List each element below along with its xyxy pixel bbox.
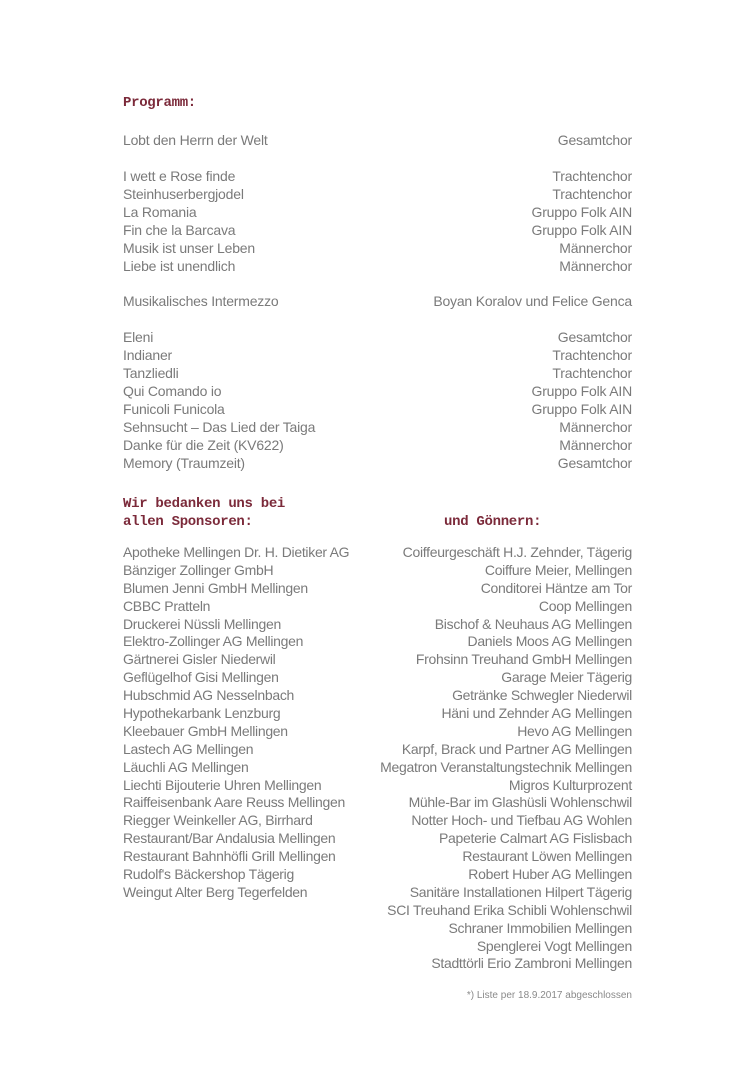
program-row bbox=[123, 400, 632, 418]
program-title: Programm: bbox=[123, 95, 196, 111]
patron-item: Karpf, Brack und Partner AG Mellingen bbox=[401, 740, 632, 757]
patron-item: Migros Kulturprozent bbox=[508, 776, 632, 793]
program-group bbox=[123, 131, 632, 149]
patron-item: Schraner Immobilien Mellingen bbox=[448, 919, 632, 936]
sponsor-list bbox=[123, 544, 349, 902]
program-row bbox=[123, 364, 632, 382]
patron-item: Conditorei Häntze am Tor bbox=[480, 579, 632, 596]
performer: Gruppo Folk AIN bbox=[531, 383, 632, 399]
patron-item: Hevo AG Mellingen bbox=[517, 722, 632, 739]
sponsor-item: Liechti Bijouterie Uhren Mellingen bbox=[123, 776, 322, 793]
program-row bbox=[123, 203, 632, 221]
performer: Männerchor bbox=[559, 240, 632, 256]
program-row bbox=[123, 221, 632, 239]
song-title: Sehnsucht – Das Lied der Taiga bbox=[123, 419, 316, 435]
performer: Gesamtchor bbox=[557, 329, 632, 345]
program-row bbox=[123, 257, 632, 275]
patron-item: Getränke Schwegler Niederwil bbox=[452, 687, 632, 704]
song-title: Lobt den Herrn der Welt bbox=[123, 132, 268, 148]
performer: Trachtenchor bbox=[552, 365, 632, 381]
performer: Trachtenchor bbox=[552, 347, 632, 363]
sponsor-item: Riegger Weinkeller AG, Birrhard bbox=[123, 812, 313, 829]
performer: Gesamtchor bbox=[557, 455, 632, 471]
performer: Männerchor bbox=[559, 258, 632, 274]
patron-item: Spenglerei Vogt Mellingen bbox=[476, 937, 632, 954]
sponsor-item: Läuchli AG Mellingen bbox=[123, 758, 249, 775]
patron-item: Frohsinn Treuhand GmbH Mellingen bbox=[415, 651, 632, 668]
patron-item: Megatron Veranstaltungstechnik Mellingen bbox=[380, 758, 632, 775]
patron-item: Sanitäre Installationen Hilpert Tägerig bbox=[409, 883, 632, 900]
sponsors-heading bbox=[123, 495, 285, 531]
patron-item: Stadttörli Erio Zambroni Mellingen bbox=[431, 955, 632, 972]
sponsor-item: Geflügelhof Gisi Mellingen bbox=[123, 669, 279, 686]
performer: Boyan Koralov und Felice Genca bbox=[433, 293, 632, 309]
song-title: Memory (Traumzeit) bbox=[123, 455, 245, 471]
sponsor-item: Druckerei Nüssli Mellingen bbox=[123, 615, 281, 632]
sponsor-item: Gärtnerei Gisler Niederwil bbox=[123, 651, 276, 668]
patron-item: SCI Treuhand Erika Schibli Wohlenschwil bbox=[387, 901, 632, 918]
sponsor-item: CBBC Pratteln bbox=[123, 597, 211, 614]
song-title: Tanzliedli bbox=[123, 365, 179, 381]
performer: Männerchor bbox=[559, 419, 632, 435]
performer: Trachtenchor bbox=[552, 168, 632, 184]
program-group bbox=[123, 328, 632, 472]
song-title: Fin che la Barcava bbox=[123, 222, 236, 238]
program-group bbox=[123, 292, 632, 310]
patron-item: Papeterie Calmart AG Fislisbach bbox=[438, 830, 632, 847]
patron-item: Mühle-Bar im Glashüsli Wohlenschwil bbox=[408, 794, 632, 811]
song-title: Qui Comando io bbox=[123, 383, 222, 399]
sponsor-item: Kleebauer GmbH Mellingen bbox=[123, 722, 288, 739]
program-row bbox=[123, 239, 632, 257]
song-title: Danke für die Zeit (KV622) bbox=[123, 437, 284, 453]
sponsor-item: Bänziger Zollinger GmbH bbox=[123, 561, 274, 578]
performer: Gruppo Folk AIN bbox=[531, 204, 632, 220]
sponsor-item: Weingut Alter Berg Tegerfelden bbox=[123, 883, 308, 900]
song-title: La Romania bbox=[123, 204, 197, 220]
sponsor-item: Rudolf's Bäckershop Tägerig bbox=[123, 866, 294, 883]
footnote: *) Liste per 18.9.2017 abgeschlossen bbox=[466, 990, 632, 1001]
patron-item: Restaurant Löwen Mellingen bbox=[462, 848, 632, 865]
song-title: Musik ist unser Leben bbox=[123, 240, 255, 256]
song-title: Indianer bbox=[123, 347, 172, 363]
sponsors-heading-line2: allen Sponsoren: bbox=[123, 514, 253, 530]
program-row bbox=[123, 185, 632, 203]
sponsor-item: Raiffeisenbank Aare Reuss Mellingen bbox=[123, 794, 345, 811]
patron-item: Robert Huber AG Mellingen bbox=[468, 866, 632, 883]
patron-item: Coop Mellingen bbox=[538, 597, 632, 614]
program-row bbox=[123, 167, 632, 185]
program-row bbox=[123, 436, 632, 454]
song-title: Funicoli Funicola bbox=[123, 401, 225, 417]
patron-item: Bischof & Neuhaus AG Mellingen bbox=[434, 615, 632, 632]
patron-list bbox=[380, 544, 632, 973]
song-title: Steinhuserbergjodel bbox=[123, 186, 244, 202]
patron-item: Häni und Zehnder AG Mellingen bbox=[441, 705, 632, 722]
program-row bbox=[123, 292, 632, 310]
sponsor-item: Hypothekarbank Lenzburg bbox=[123, 705, 281, 722]
sponsor-item: Lastech AG Mellingen bbox=[123, 740, 254, 757]
performer: Männerchor bbox=[559, 437, 632, 453]
patron-item: Garage Meier Tägerig bbox=[501, 669, 632, 686]
song-title: I wett e Rose finde bbox=[123, 168, 236, 184]
sponsors-heading-line1: Wir bedanken uns bei bbox=[123, 496, 286, 512]
program-row bbox=[123, 328, 632, 346]
program-row bbox=[123, 131, 632, 149]
program-row bbox=[123, 418, 632, 436]
patrons-heading: und Gönnern: bbox=[444, 514, 542, 530]
sponsor-item: Apotheke Mellingen Dr. H. Dietiker AG bbox=[123, 544, 350, 560]
program-row bbox=[123, 346, 632, 364]
sponsor-item: Hubschmid AG Nesselnbach bbox=[123, 687, 294, 704]
performer: Gruppo Folk AIN bbox=[531, 401, 632, 417]
song-title: Liebe ist unendlich bbox=[123, 258, 236, 274]
patron-item: Daniels Moos AG Mellingen bbox=[467, 633, 632, 650]
performer: Gesamtchor bbox=[557, 132, 632, 148]
sponsor-item: Blumen Jenni GmbH Mellingen bbox=[123, 579, 308, 596]
performer: Gruppo Folk AIN bbox=[531, 222, 632, 238]
patron-item: Coiffeurgeschäft H.J. Zehnder, Tägerig bbox=[402, 544, 632, 560]
song-title: Eleni bbox=[123, 329, 154, 345]
sponsor-item: Elektro-Zollinger AG Mellingen bbox=[123, 633, 304, 650]
sponsor-item: Restaurant Bahnhöfli Grill Mellingen bbox=[123, 848, 336, 865]
performer: Trachtenchor bbox=[552, 186, 632, 202]
program-row bbox=[123, 454, 632, 472]
song-title: Musikalisches Intermezzo bbox=[123, 293, 279, 309]
sponsor-item: Restaurant/Bar Andalusia Mellingen bbox=[123, 830, 336, 847]
program-row bbox=[123, 382, 632, 400]
program-group bbox=[123, 167, 632, 275]
patron-item: Notter Hoch- und Tiefbau AG Wohlen bbox=[411, 812, 632, 829]
patron-item: Coiffure Meier, Mellingen bbox=[484, 561, 632, 578]
